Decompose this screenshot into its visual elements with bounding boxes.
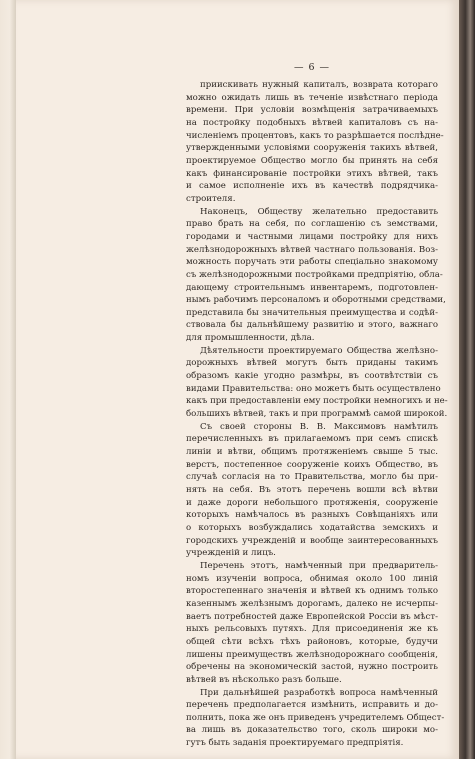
text-line: видами Правительства: оно можетъ быть осуществлено: [186, 383, 441, 394]
text-line: перечень предполагается измѣнить, исправить и до-: [186, 700, 438, 711]
text-line: случаѣ согласія на то Правительства, могло бы при-: [186, 472, 438, 483]
paragraph: [186, 345, 448, 421]
paragraph: [186, 687, 445, 750]
text-line: городскихъ учрежденій и вообще заинтересованныхъ: [186, 535, 438, 546]
text-line: перечисленныхъ въ прилагаемомъ при семъ спискѣ: [186, 434, 438, 445]
text-line: можно ожидать лишь въ теченіе извѣстнаго періода: [186, 92, 438, 103]
text-line: времени. При условіи возмѣщенія затрачиваемыхъ: [186, 105, 438, 116]
text-line: линіи и вѣтви, общимъ протяженіемъ свыше 5 тыс.: [186, 447, 438, 458]
text-line: второстепеннаго значенія и вѣтвей къ однимъ только: [186, 586, 438, 597]
text-line: учрежденій и лицъ.: [186, 548, 276, 559]
binding-edge: [459, 0, 475, 759]
text-line: дорожныхъ вѣтвей могутъ быть приданы такимъ: [186, 358, 438, 369]
text-line: Дѣятельности проектируемаго Общества желѣзно-: [200, 345, 438, 356]
text-line: вѣтвей въ нѣсколько разъ больше.: [186, 674, 342, 685]
text-line: казеннымъ желѣзнымъ дорогамъ, далеко не исчерпы-: [186, 598, 438, 609]
text-line: желѣзнодорожныхъ вѣтвей частнаго пользованія. Воз-: [186, 244, 438, 255]
text-line: большихъ вѣтвей, такъ и при программѣ самой широкой.: [186, 409, 448, 420]
paragraph: [186, 421, 438, 560]
text-line: проектируемое Общество могло бы принять на себя: [186, 155, 438, 166]
text-line: городами и частными лицами постройку для нихъ: [186, 231, 438, 242]
text-line: верстъ, постепенное сооруженіе коихъ Общество, въ: [186, 459, 438, 470]
text-line: При дальнѣйшей разработкѣ вопроса намѣченный: [200, 687, 438, 698]
text-line: ваетъ потребностей даже Европейской Россіи въ мѣст-: [186, 611, 438, 622]
text-line: на постройку подобныхъ вѣтвей капиталовъ съ на-: [186, 117, 438, 128]
text-line: обречены на экономическій застой, нужно построить: [186, 662, 438, 673]
text-line: ствовала бы дальнѣйшему развитію и этого, важнаго: [186, 320, 438, 331]
text-line: численіемъ процентовъ, какъ то разрѣшается послѣдне-: [186, 130, 444, 141]
text-line: строителя.: [186, 193, 236, 204]
text-line: гутъ быть заданія проектируемаго предпріятія.: [186, 738, 404, 749]
document-body: [186, 79, 448, 750]
text-line: право брать на себя, по соглашенію съ земствами,: [186, 219, 438, 230]
text-line: можность поручать эти работы спеціально знакомому: [186, 257, 438, 268]
text-line: лишены преимуществъ желѣзнодорожнаго сообщенія,: [186, 649, 438, 660]
page-number-header: — 6 —: [293, 62, 331, 73]
paragraph: [186, 560, 438, 687]
left-page-edge: [0, 0, 16, 759]
text-line: которыхъ намѣчалось въ разныхъ Совѣщаніяхъ или: [186, 510, 438, 521]
text-line: и даже дороги небольшого протяженія, сооруженіе: [186, 497, 438, 508]
text-line: приискивать нужный капиталъ, возврата котораго: [200, 80, 438, 90]
text-line: утвержденными условіями сооруженія такихъ вѣтвей,: [186, 143, 438, 154]
text-line: дающему строительнымъ инвентаремъ, подготовлен-: [186, 282, 438, 293]
text-line: Наконецъ, Обществу желательно предоставить: [200, 206, 438, 217]
paragraph: [186, 79, 444, 206]
text-line: о которыхъ возбуждались ходатайства земскихъ и: [186, 522, 438, 533]
text-line: Съ своей стороны В. В. Максимовъ намѣтилъ: [200, 421, 438, 432]
text-line: для промышленности, дѣла.: [186, 333, 315, 344]
text-line: и самое исполненіе ихъ въ качествѣ подрядчика-: [186, 181, 438, 192]
text-line: какъ финансированіе постройки этихъ вѣтвей, такъ: [186, 168, 438, 179]
text-line: нымъ рабочимъ персоналомъ и оборотными средствами,: [186, 295, 446, 306]
paragraph: [186, 206, 446, 345]
text-line: Перечень этотъ, намѣченный при предваритель-: [200, 560, 438, 571]
text-line: представила бы значительныя преимущества и содѣй-: [186, 307, 438, 318]
text-line: номъ изученіи вопроса, обнимая около 100 линій: [186, 573, 438, 584]
text-line: общей сѣти всѣхъ тѣхъ районовъ, которые, будучи: [186, 636, 438, 647]
text-line: какъ при предоставленіи ему постройки немногихъ и не-: [186, 396, 448, 407]
text-line: ныхъ рельсовыхъ путяхъ. Для присоединенія же къ: [186, 624, 438, 635]
text-line: образомъ какіе угодно размѣры, въ соотвѣтствіи съ: [186, 371, 438, 382]
text-line: ва лишь въ доказательство того, сколь широки мо-: [186, 725, 438, 736]
text-line: нять на себя. Въ этотъ перечень вошли всѣ вѣтви: [186, 485, 438, 495]
text-line: съ желѣзнодорожными постройками предпріятію, обла-: [186, 269, 443, 280]
text-line: полнить, пока же онъ приведенъ учредителемъ Общест-: [186, 712, 445, 723]
